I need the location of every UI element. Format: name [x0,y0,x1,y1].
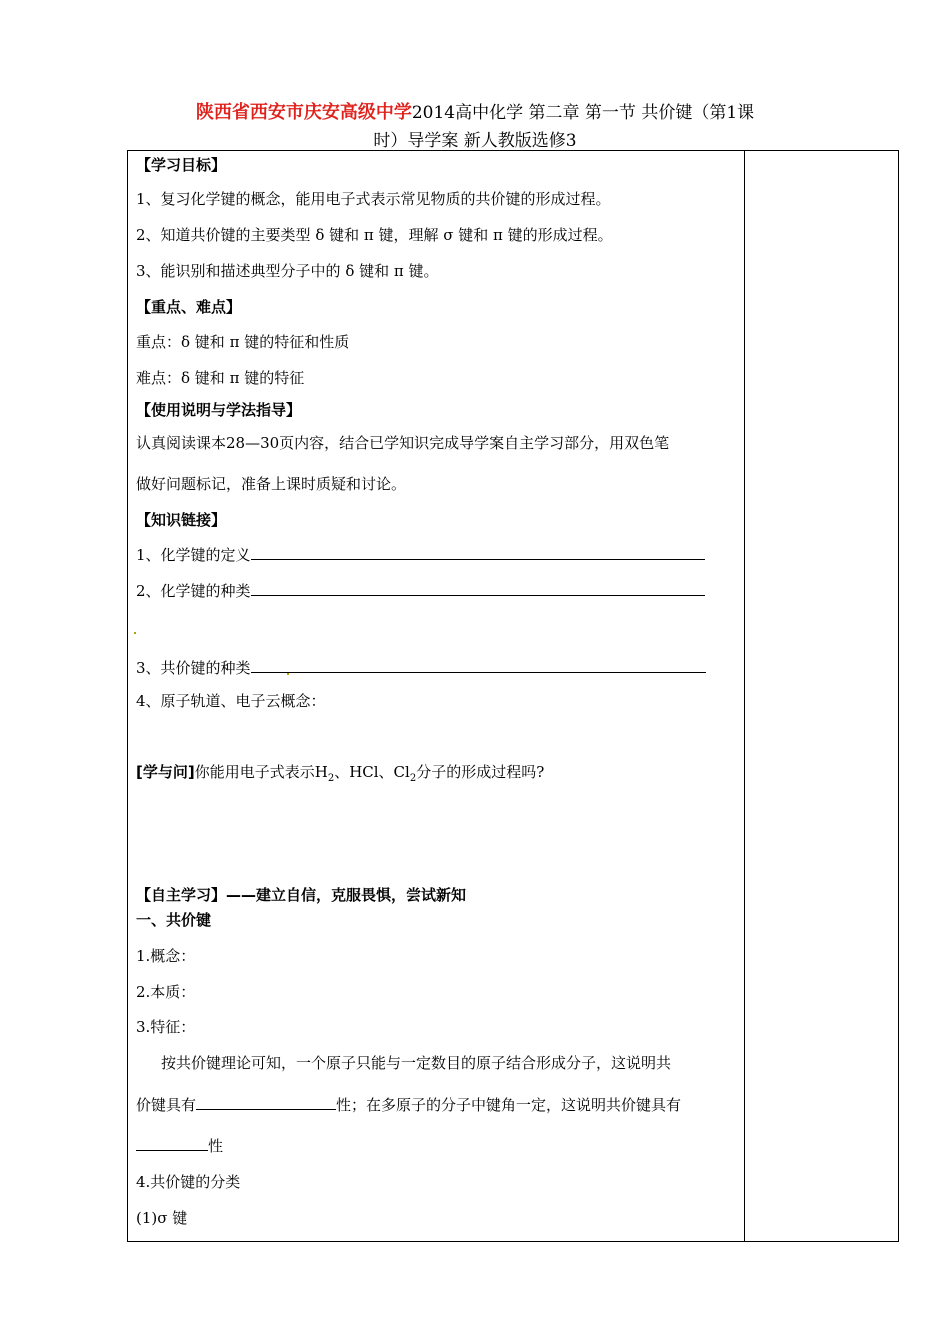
ask-text-b: 、HCl、Cl [334,763,410,781]
feature-paragraph-line3 [136,1136,223,1156]
para-text: 价键具有 [136,1096,197,1114]
feature-paragraph-line2 [136,1095,681,1115]
sigma-item: (1)σ 键 [136,1209,188,1227]
feature-item: 3.特征： [136,1018,196,1036]
usage-heading: 【使用说明与学法指导】 [136,401,302,419]
objective-item: 3、能识别和描述典型分子中的 δ 键和 π 键。 [136,262,439,280]
para-text: 性；在多原子的分子中键角一定，这说明共价键具有 [336,1096,682,1114]
ask-subscript: 2 [409,773,417,784]
stray-mark [134,632,136,634]
concept-item: 1.概念： [136,947,196,965]
usage-line: 做好问题标记，准备上课时质疑和讨论。 [136,475,407,493]
link-question-1 [136,545,705,565]
link-question-1-text: 1、化学键的定义 [136,546,251,564]
answer-blank[interactable] [251,545,705,560]
keypoints-heading: 【重点、难点】 [136,298,242,316]
link-question-2-text: 2、化学键的种类 [136,582,251,600]
link-question-3 [136,658,706,678]
objective-item: 2、知道共价键的主要类型 δ 键和 π 键，理解 σ 键和 π 键的形成过程。 [136,226,613,244]
answer-blank[interactable] [136,1136,208,1151]
stray-mark [287,673,289,675]
answer-blank[interactable] [196,1095,336,1110]
school-name: 陕西省西安市庆安高级中学 [195,102,412,123]
feature-paragraph: 按共价键理论可知，一个原子只能与一定数目的原子结合形成分子，这说明共 [161,1054,672,1072]
ask-question [136,762,544,789]
focus-text: 重点：δ 键和 π 键的特征和性质 [136,333,350,351]
link-question-2 [136,581,705,601]
ask-text-c: 分子的形成过程吗? [416,763,545,781]
title-line2: 时）导学案 新人教版选修3 [373,131,577,151]
links-heading: 【知识链接】 [136,511,227,529]
ask-text-a: 你能用电子式表示H [194,763,328,781]
usage-line: 认真阅读课本28—30页内容，结合已学知识完成导学案自主学习部分，用双色笔 [136,434,670,452]
answer-blank[interactable] [251,658,706,673]
ask-label: [学与问] [136,763,195,781]
difficulty-text: 难点：δ 键和 π 键的特征 [136,369,305,387]
section-heading: 一、共价键 [136,911,212,929]
link-question-4: 4、原子轨道、电子云概念： [136,692,326,710]
essence-item: 2.本质： [136,983,196,1001]
objectives-heading: 【学习目标】 [136,156,227,174]
self-study-heading: 【自主学习】——建立自信，克服畏惧，尝试新知 [136,886,467,904]
answer-blank[interactable] [251,581,705,596]
para-text: 性 [208,1137,224,1155]
objective-item: 1、复习化学键的概念，能用电子式表示常见物质的共价键的形成过程。 [136,190,611,208]
margin-column-divider [744,150,745,1242]
document-title [110,99,840,155]
classify-item: 4.共价键的分类 [136,1173,241,1191]
link-question-3-text: 3、共价键的种类 [136,659,251,677]
ask-subscript: 2 [327,773,335,784]
title-line1: 2014高中化学 第二章 第一节 共价键（第1课 [411,103,755,123]
